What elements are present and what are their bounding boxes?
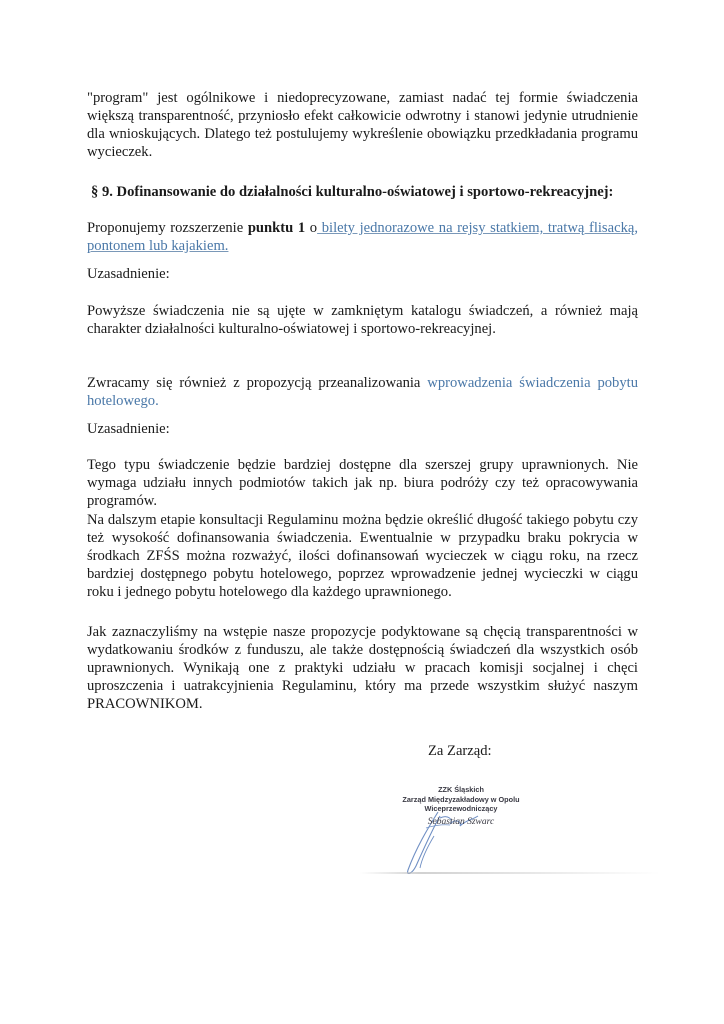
- proposal-bold: punktu 1: [247, 220, 306, 236]
- official-stamp: [396, 785, 526, 827]
- scan-edge-divider: [360, 872, 660, 874]
- justification-label-2: Uzasadnienie:: [87, 421, 170, 437]
- proposal-middle: o: [305, 220, 318, 236]
- paragraph-hotel-proposal: [87, 374, 638, 410]
- section-heading: § 9. Dofinansowanie do działalności kulturalno-oświatowej i sportowo-rekreacyjnej:: [91, 184, 614, 200]
- hotel-highlight: wprowadzenia świadczenia pobytu hotelowego.: [87, 375, 638, 409]
- proposal-prefix: Proponujemy rozszerzenie: [87, 220, 248, 236]
- hotel-prefix: Zwracamy się również z propozycją przeanalizowania: [87, 375, 428, 391]
- stamp-line-1: ZZK Śląskich: [438, 785, 484, 794]
- justification-label-1: Uzasadnienie:: [87, 266, 170, 282]
- paragraph-closing: Jak zaznaczyliśmy na wstępie nasze propozycje podyktowane są chęcią transparentności w wydatkowaniu środków z funduszu, ale także dostępnością świadczeń dla wszystkich osób uprawnionych. Wynikają one z praktyki udziału w pracach komisji socjalnej i chęci uproszczenia i uatrakcyjnienia Regulaminu, który ma przede wszystkim służyć naszym PRACOWNIKOM.: [87, 624, 638, 712]
- stamp-line-3: Wiceprzewodniczący: [424, 804, 498, 813]
- paragraph-justification-2: Tego typu świadczenie będzie bardziej dostępne dla szerszej grupy uprawnionych. Nie wymaga udziału innych podmiotów takich jak np. biura podróży czy też opracowywania programów.: [87, 457, 638, 509]
- stamp-signatory-name: Sebastian Szwarc: [427, 816, 495, 827]
- signoff-label: Za Zarząd:: [428, 743, 492, 759]
- proposal-link[interactable]: bilety jednorazowe na rejsy statkiem, tratwą flisacką, pontonem lub kajakiem.: [87, 220, 638, 254]
- stamp-line-2: Zarząd Międzyzakładowy w Opolu: [402, 794, 520, 804]
- paragraph-program: "program" jest ogólnikowe i niedoprecyzowane, zamiast nadać tej formie świadczenia większą transparentność, przyniosło efekt całkowicie odwrotny i stanowi jedynie utrudnienie dla wnioskujących. Dlatego też postulujemy wykreślenie obowiązku przedkładania programu wycieczek.: [87, 90, 638, 160]
- paragraph-proposal: [87, 219, 638, 255]
- paragraph-further-stage: Na dalszym etapie konsultacji Regulaminu można będzie określić długość takiego pobytu czy też wysokość dofinansowania świadczenia. Ewentualnie w przypadku braku pokrycia w środkach ZFŚS można rozważyć, ilości dofinansowań wycieczek w ciągu roku, na rzecz bardziej dostępnego pobytu hotelowego, poprzez wprowadzenie jednej wycieczki w ciągu roku i jednego pobytu hotelowego dla każdego uprawnionego.: [87, 512, 638, 600]
- paragraph-justification-1: Powyższe świadczenia nie są ujęte w zamkniętym katalogu świadczeń, a również mają charakter działalności kulturalno-oświatowej i sportowo-rekreacyjnej.: [87, 303, 638, 337]
